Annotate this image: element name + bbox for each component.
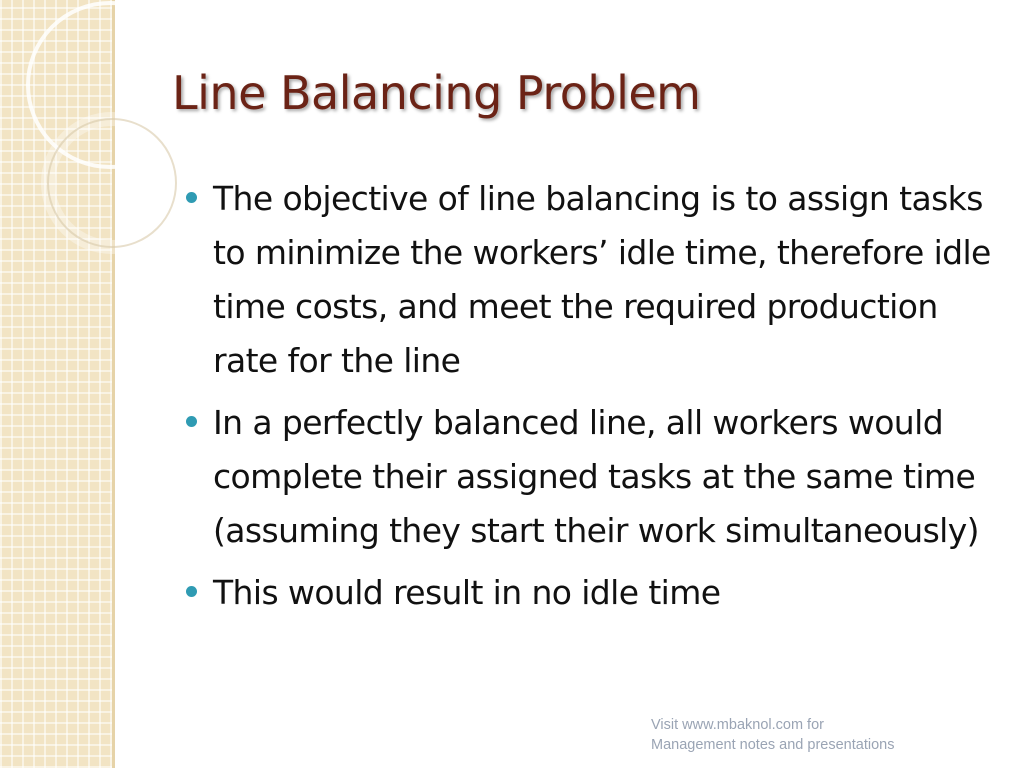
- slide-title: Line Balancing Problem: [172, 66, 701, 120]
- bullet-text: This would result in no idle time: [213, 573, 721, 612]
- bullet-item: [186, 172, 996, 388]
- bullet-item: [186, 396, 996, 558]
- footer-line-2: Management notes and presentations: [651, 737, 895, 753]
- bullet-text: In a perfectly balanced line, all workers would complete their assigned tasks at the same time (assuming they start their work simultaneously): [213, 403, 979, 550]
- footer-line-1: Visit www.mbaknol.com for: [651, 717, 824, 733]
- bullet-text: The objective of line balancing is to assign tasks to minimize the workers’ idle time, therefore idle time costs, and meet the required production rate for the line: [213, 179, 991, 380]
- bullet-dot-icon: [186, 586, 197, 597]
- bullet-dot-icon: [186, 416, 197, 427]
- bullet-item: [186, 566, 996, 620]
- decorative-rings: [0, 0, 170, 260]
- bullet-list: [186, 172, 996, 628]
- footer-note: [651, 715, 894, 755]
- bullet-dot-icon: [186, 192, 197, 203]
